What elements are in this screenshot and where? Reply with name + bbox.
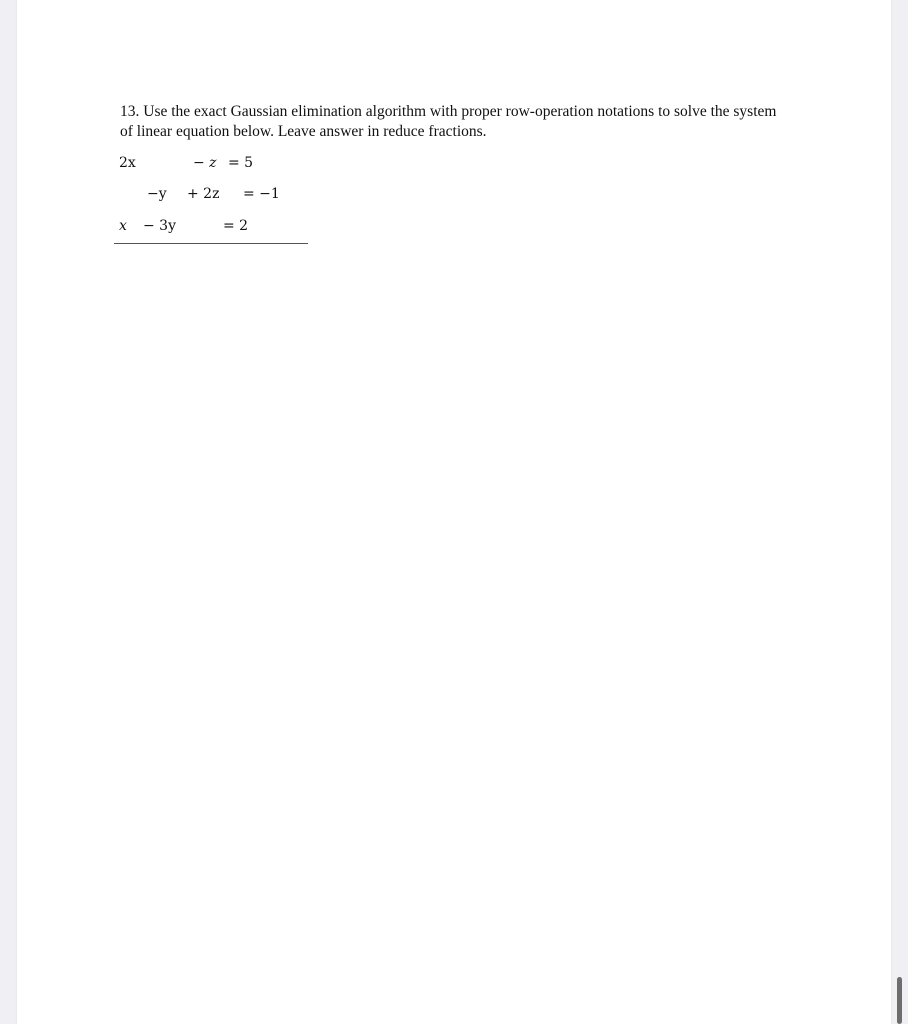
equation-3 — [119, 218, 319, 238]
eq3-y-term: − 3y — [143, 218, 176, 234]
problem-statement — [120, 102, 810, 142]
eq3-x-term: x — [119, 218, 127, 234]
document-page — [17, 0, 891, 1024]
eq1-z-term: − z — [193, 155, 217, 171]
vertical-scrollbar[interactable] — [897, 977, 902, 1024]
eq2-y-term: −y — [147, 186, 167, 202]
problem-number: 13. — [120, 103, 140, 120]
equation-underline — [114, 243, 308, 244]
eq3-equals: = 2 — [223, 218, 249, 234]
eq2-equals: = −1 — [243, 186, 280, 202]
equation-1 — [119, 155, 319, 175]
eq1-x-term: 2x — [119, 155, 136, 171]
eq1-equals: = 5 — [228, 155, 254, 171]
problem-text-line2: of linear equation below. Leave answer in reduce fractions. — [120, 123, 487, 140]
problem-text-line1: Use the exact Gaussian elimination algorithm with proper row-operation notations to solve the system — [143, 103, 777, 120]
equation-2 — [119, 186, 319, 206]
eq2-z-term: + 2z — [187, 186, 220, 202]
